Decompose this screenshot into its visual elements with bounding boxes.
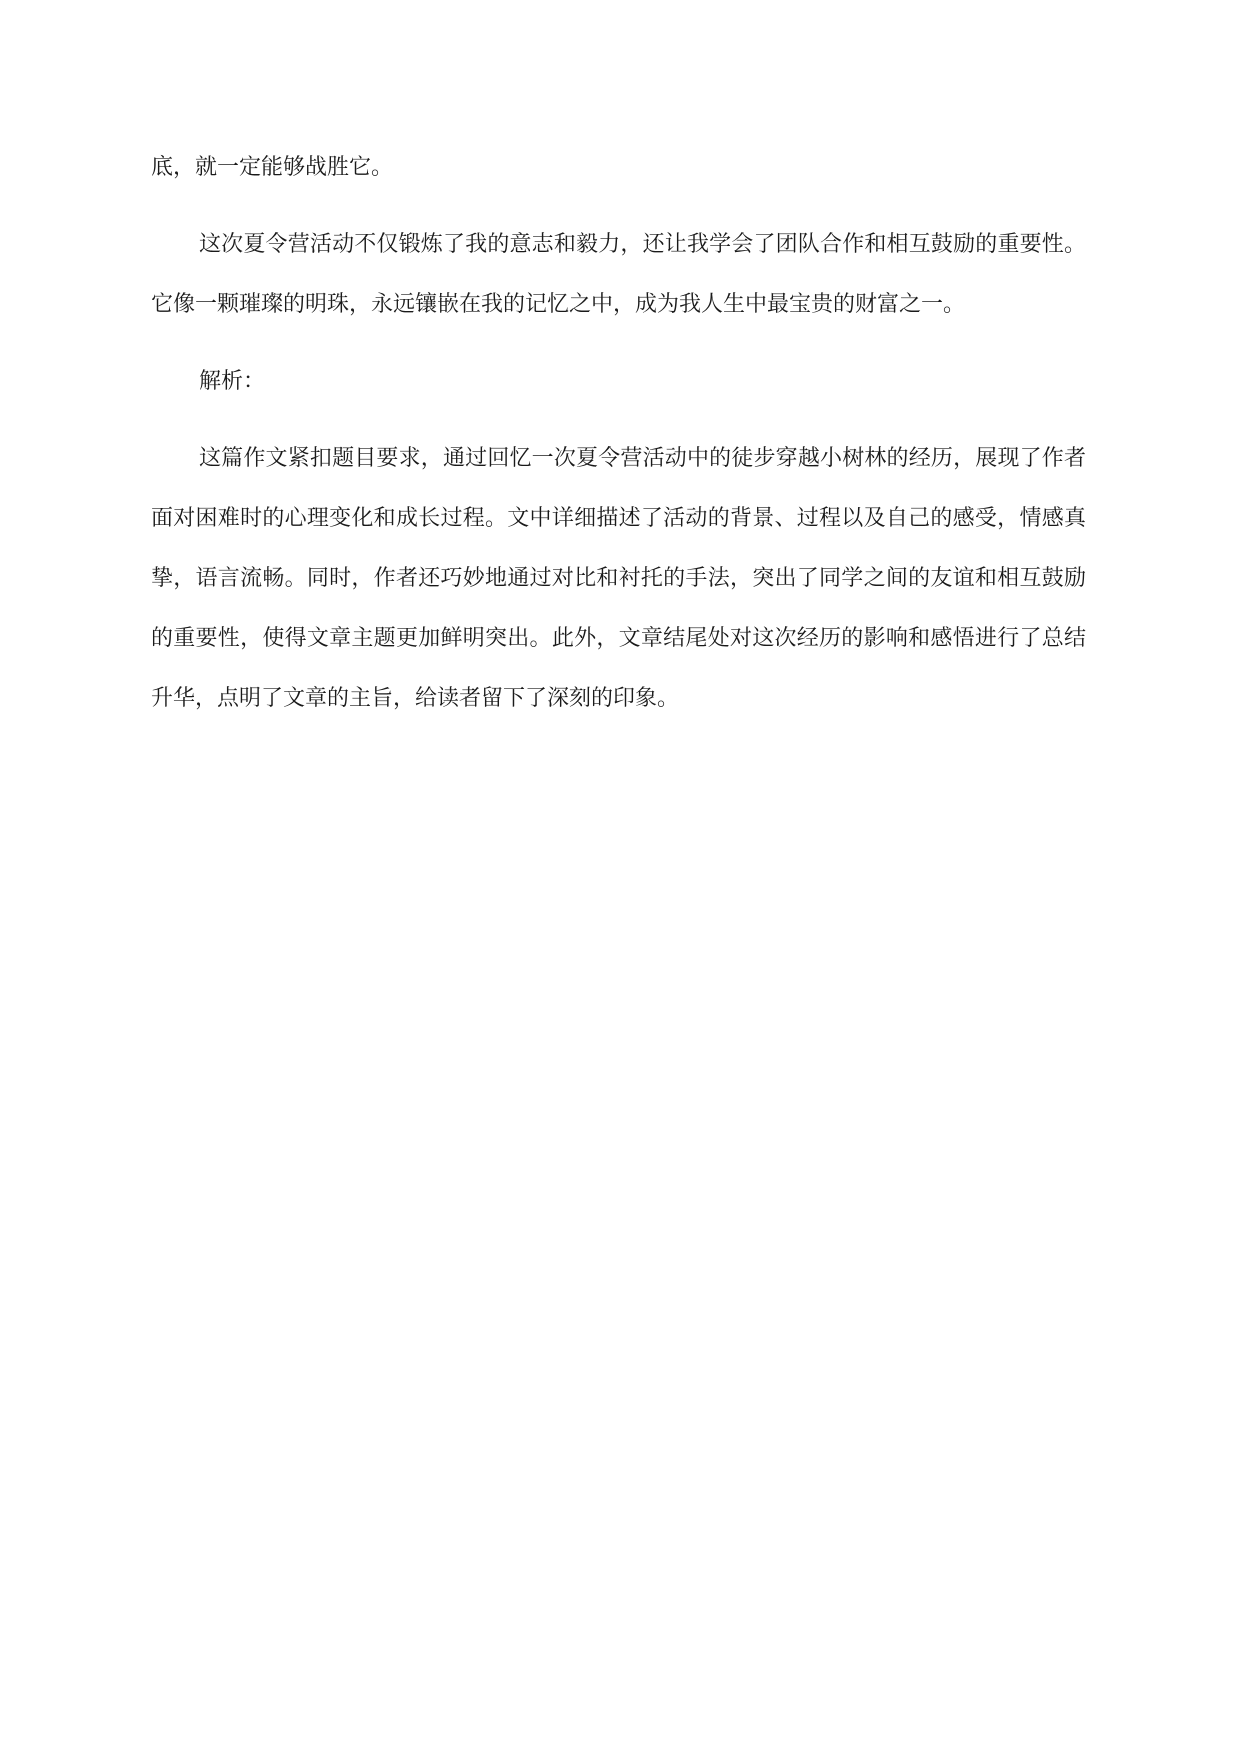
paragraph-continuation: 底，就一定能够战胜它。 <box>151 155 394 180</box>
analysis-heading: 解析： <box>199 369 266 394</box>
document-body <box>151 138 1086 746</box>
paragraph-analysis: 这篇作文紧扣题目要求，通过回忆一次夏令营活动中的徒步穿越小树林的经历，展现了作者面对困难时的心理变化和成长过程。文中详细描述了活动的背景、过程以及自己的感受，情感真挚，语言流畅。同时，作者还巧妙地通过对比和衬托的手法，突出了同学之间的友谊和相互鼓励的重要性，使得文章主题更加鲜明突出。此外，文章结尾处对这次经历的影响和感悟进行了总结升华，点明了文章的主旨，给读者留下了深刻的印象。 <box>151 446 1086 711</box>
paragraph-conclusion: 这次夏令营活动不仅锻炼了我的意志和毅力，还让我学会了团队合作和相互鼓励的重要性。它像一颗璀璨的明珠，永远镶嵌在我的记忆之中，成为我人生中最宝贵的财富之一。 <box>151 232 1086 317</box>
